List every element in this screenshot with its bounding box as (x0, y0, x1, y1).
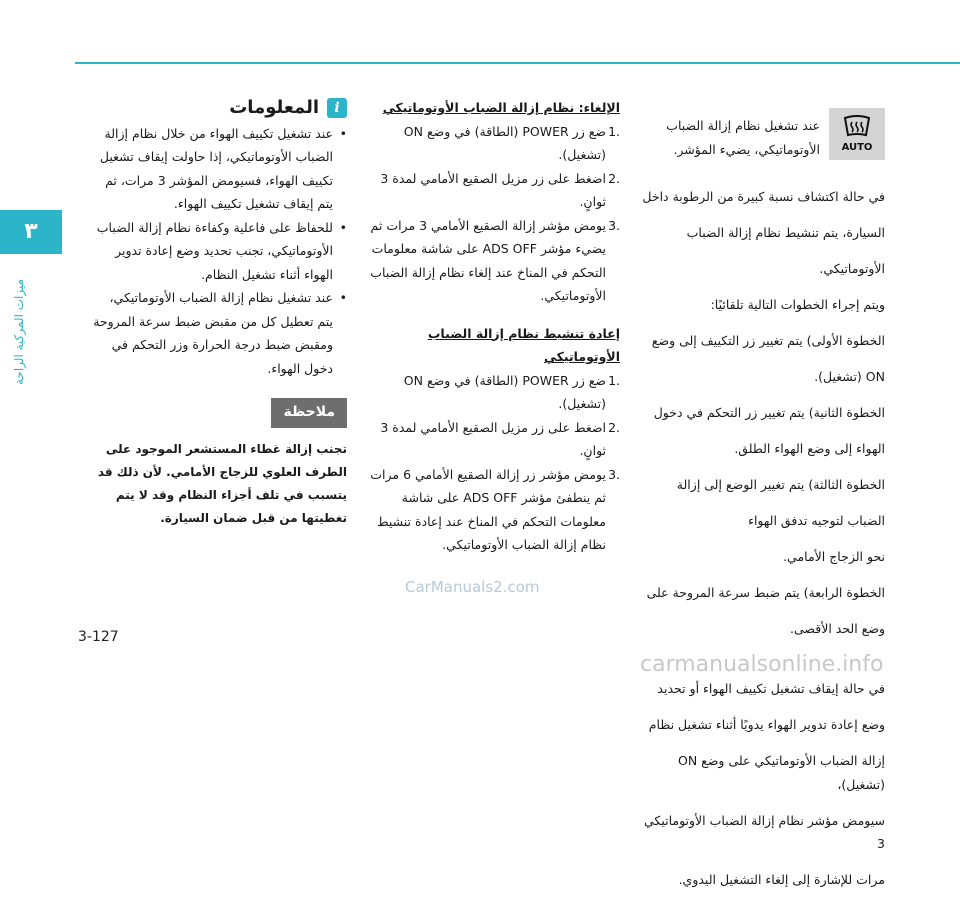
cancel-steps (370, 120, 620, 308)
step-number: .3 (608, 466, 620, 482)
list-item (370, 167, 620, 214)
chapter-number: ٣ (24, 219, 38, 244)
body-line: الخطوة الأولى) يتم تغيير زر التكييف إلى وضع (651, 332, 885, 348)
body-line: في حالة اكتشاف نسبة كبيرة من الرطوبة داخل (642, 188, 885, 204)
list-item (370, 369, 620, 416)
body-line: إزالة الضباب الأوتوماتيكي على وضع ON (تشغيل)، (677, 753, 885, 792)
top-rule (75, 62, 960, 64)
step-text: ضع زر POWER (الطاقة) في وضع ON (تشغيل). (403, 123, 606, 162)
note-text: تجنب إزالة غطاء المستشعر الموجود على الطرف العلوي للزجاج الأمامي. لأن ذلك قد يتسبب في تلف أجزاء النظام وقد لا يتم تغطيتها من قبل ضمان السيارة. (97, 441, 347, 525)
watermark-top: CarManuals2.com (405, 578, 540, 596)
step-text: اضغط على زر مزيل الصقيع الأمامي لمدة 3 ثوانٍ. (380, 170, 606, 209)
info-title: المعلومات (229, 97, 319, 118)
body-line: ويتم إجراء الخطوات التالية تلقائيًا: (710, 296, 885, 312)
step-text: يومض مؤشر إزالة الصقيع الأمامي 3 مرات ثم يضيء مؤشر ADS OFF على شاشة معلومات التحكم في المناخ عند إلغاء نظام إزالة الضباب الأوتوماتيكي. (370, 217, 606, 303)
reactivate-heading: إعادة تنشيط نظام إزالة الضباب الأوتوماتيكي (427, 325, 620, 364)
body-line: الضباب لتوجيه تدفق الهواء (748, 512, 885, 528)
info-heading (92, 96, 347, 120)
body-line: في حالة إيقاف تشغيل تكييف الهواء أو تحديد (657, 681, 885, 696)
body-line: وضع إعادة تدوير الهواء يدويًا أثناء تشغيل نظام (648, 717, 885, 732)
column2 (370, 96, 620, 557)
body-line: سيومض مؤشر نظام إزالة الضباب الأوتوماتيكي 3 (644, 812, 885, 851)
column3 (92, 96, 347, 530)
step-text: ضع زر POWER (الطاقة) في وضع ON (تشغيل). (403, 372, 606, 411)
step-text: اضغط على زر مزيل الصقيع الأمامي لمدة 3 ثوانٍ. (380, 419, 606, 458)
note-badge: ملاحظة (271, 398, 347, 428)
body-line: الخطوة الثانية) يتم تغيير زر التحكم في دخول (653, 404, 885, 420)
step-number: .1 (608, 123, 620, 139)
body-line: نحو الزجاج الأمامي. (783, 548, 885, 564)
list-item (370, 214, 620, 308)
info-icon: i (327, 98, 347, 118)
cancel-heading: الإلغاء: نظام إزالة الضباب الأوتوماتيكي (382, 100, 620, 115)
column1-intro: عند تشغيل نظام إزالة الضباب الأوتوماتيكي، يضيء المؤشر. (666, 118, 820, 157)
page-number: 3-127 (78, 629, 119, 645)
step-number: .2 (608, 419, 620, 435)
watermark-bottom: carmanualsonline.info (640, 652, 884, 677)
body-line: السيارة، يتم تنشيط نظام إزالة الضباب (686, 224, 885, 240)
list-item: • للحفاظ على فاعلية وكفاءة نظام إزالة الضباب الأوتوماتيكي، تجنب تحديد وضع إعادة تدوير الهواء أثناء تشغيل النظام. (92, 216, 347, 287)
list-item: • عند تشغيل تكييف الهواء من خلال نظام إزالة الضباب الأوتوماتيكي، إذا حاولت إيقاف تشغيل تكييف الهواء، فسيومض المؤشر 3 مرات، ثم يتم إيقاف تشغيل تكييف الهواء. (92, 122, 347, 216)
body-line: وضع الحد الأقصى. (790, 620, 885, 636)
info-bullets (92, 122, 347, 381)
windshield-defog-icon (842, 115, 872, 141)
list-item: • عند تشغيل نظام إزالة الضباب الأوتوماتيكي، يتم تعطيل كل من مقبض ضبط سرعة المروحة ومقبض ضبط درجة الحرارة وزر التحكم في دخول الهواء. (92, 286, 347, 380)
chapter-sidebar-title: ميزات المركبة الراحة (12, 278, 26, 386)
body-line: الأوتوماتيكي. (819, 260, 885, 276)
body-line: ON (تشغيل). (814, 368, 885, 384)
list-item (370, 416, 620, 463)
body-line: مرات للإشارة إلى إلغاء التشغيل اليدوي. (678, 872, 885, 887)
step-text: يومض مؤشر زر إزالة الصقيع الأمامي 6 مرات ثم ينطفئ مؤشر ADS OFF على شاشة معلومات التحكم في المناخ عند إعادة تنشيط نظام إزالة الضباب الأوتوماتيكي. (370, 466, 606, 552)
list-item (370, 463, 620, 557)
step-number: .1 (608, 372, 620, 388)
auto-label: AUTO (841, 142, 873, 153)
body-line: الخطوة الرابعة) يتم ضبط سرعة المروحة على (646, 584, 885, 600)
list-item (370, 120, 620, 167)
reactivate-steps (370, 369, 620, 557)
body-line: الخطوة الثالثة) يتم تغيير الوضع إلى إزالة (676, 476, 885, 492)
auto-defog-icon (829, 108, 885, 160)
body-line: الهواء إلى وضع الهواء الطلق. (734, 440, 885, 456)
step-number: .2 (608, 170, 620, 186)
step-number: .3 (608, 217, 620, 233)
column1-body (640, 172, 885, 904)
